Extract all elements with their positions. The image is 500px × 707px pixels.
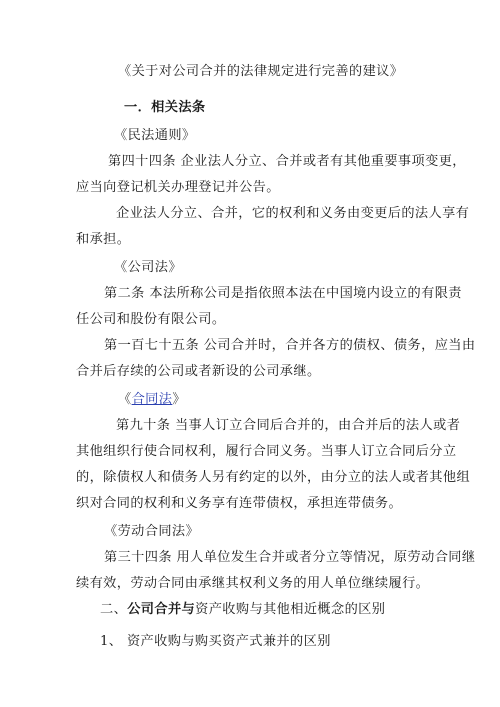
list-item: 1、 资产收购与购买资产式兼并的区别 — [100, 634, 331, 649]
paragraph-line: 和承担。 — [76, 232, 131, 247]
paragraph-line: 第二条 本法所称公司是指依照本法在中国境内设立的有限责 — [104, 286, 462, 301]
paragraph-line: 合并后存续的公司或者新设的公司承继。 — [76, 364, 321, 379]
paragraph-line: 的，除债权人和债务人另有约定的以外，由分立的法人或者其他组 — [76, 470, 471, 485]
paragraph-line: 任公司和股份有限公司。 — [76, 312, 226, 327]
section2-text: 资产收购与其他相近概念的区别 — [195, 602, 386, 617]
law-title-company: 《公司法》 — [114, 260, 182, 275]
bracket-close: 》 — [172, 392, 186, 407]
paragraph-line: 第三十四条 用人单位发生合并或者分立等情况，原劳动合同继 — [104, 550, 476, 565]
paragraph-line: 第四十四条 企业法人分立、合并或者有其他重要事项变更， — [108, 154, 466, 169]
paragraph-line: 企业法人分立、合并，它的权利和义务由变更后的法人享有 — [116, 206, 470, 221]
law-title-civil: 《民法通则》 — [114, 128, 196, 143]
section-heading-2 — [100, 598, 385, 617]
contract-law-link[interactable]: 合同法 — [131, 392, 173, 407]
paragraph-line: 第一百七十五条 公司合并时，合并各方的债权、债务，应当由 — [104, 338, 476, 353]
paragraph-line: 第九十条 当事人订立合同后合并的，由合并后的法人或者 — [116, 418, 461, 433]
paragraph-line: 应当向登记机关办理登记并公告。 — [76, 180, 280, 195]
document-title: 《关于对公司合并的法律规定进行完善的建议》 — [118, 64, 404, 79]
bracket-open: 《 — [118, 392, 132, 407]
law-title-labor: 《劳动合同法》 — [104, 524, 200, 539]
section2-bold-text: 公司合并与 — [127, 602, 196, 617]
law-title-contract — [118, 388, 186, 407]
paragraph-line: 织对合同的权利和义务享有连带债权，承担连带债务。 — [76, 496, 403, 511]
section-heading-1: 一．相关法条 — [124, 100, 206, 115]
section2-prefix: 二、 — [100, 602, 128, 617]
paragraph-line: 其他组织行使合同权利，履行合同义务。当事人订立合同后分立 — [76, 444, 457, 459]
paragraph-line: 续有效，劳动合同由承继其权利义务的用人单位继续履行。 — [76, 576, 430, 591]
